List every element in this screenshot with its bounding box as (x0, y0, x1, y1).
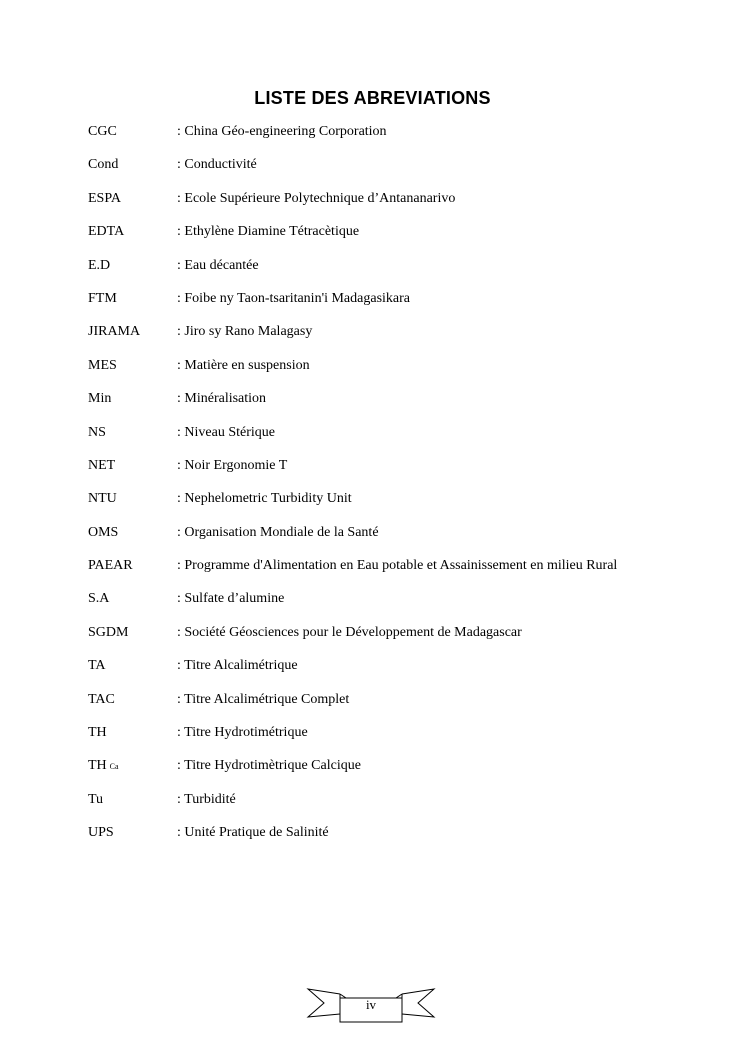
abbreviation-term-text: UPS (88, 825, 114, 841)
abbreviation-term (88, 656, 106, 676)
abbreviation-row (88, 256, 728, 289)
abbreviation-term-text: OMS (88, 524, 119, 540)
abbreviation-term (88, 423, 106, 443)
abbreviation-term (88, 289, 117, 309)
abbreviation-definition: : Unité Pratique de Salinité (177, 825, 329, 841)
abbreviation-definition: : Jiro sy Rano Malagasy (177, 324, 313, 340)
abbreviation-definition: : Foibe ny Taon-tsaritanin'i Madagasikara (177, 290, 411, 306)
page-number: iv (365, 997, 377, 1012)
abbreviation-definition: : Ethylène Diamine Tétracètique (177, 224, 360, 240)
abbreviation-row (88, 456, 728, 489)
abbreviation-term (88, 723, 107, 743)
abbreviation-row (88, 189, 728, 222)
abbreviation-row (88, 489, 728, 522)
abbreviation-row (88, 790, 728, 823)
abbreviation-term-text: TA (88, 658, 106, 674)
abbreviation-term-text: TH (88, 725, 107, 741)
abbreviation-row (88, 356, 728, 389)
abbreviation-term (88, 189, 121, 209)
abbreviation-list (88, 122, 728, 857)
abbreviation-definition: : Eau décantée (177, 257, 259, 273)
abbreviation-row (88, 222, 728, 255)
abbreviation-definition: : Sulfate d’alumine (177, 591, 285, 607)
abbreviation-definition: : Titre Hydrotimétrique (177, 725, 308, 741)
abbreviation-row (88, 155, 728, 188)
abbreviation-term (88, 256, 110, 276)
abbreviation-definition: : Nephelometric Turbidity Unit (177, 491, 352, 507)
abbreviation-definition: : Niveau Stérique (177, 424, 275, 440)
abbreviation-definition: : Programme d'Alimentation en Eau potable et Assainissement en milieu Rural (177, 558, 618, 574)
abbreviation-row (88, 690, 728, 723)
abbreviation-row (88, 823, 728, 856)
abbreviation-term (88, 456, 115, 476)
abbreviation-row (88, 556, 728, 589)
abbreviation-term-text: CGC (88, 124, 117, 139)
abbreviation-row (88, 523, 728, 556)
abbreviation-row (88, 756, 728, 789)
abbreviation-term (88, 556, 133, 576)
abbreviation-term-text: NS (88, 424, 106, 440)
abbreviation-definition: : Titre Hydrotimètrique Calcique (177, 758, 361, 774)
abbreviation-row (88, 289, 728, 322)
abbreviation-row (88, 122, 728, 155)
abbreviation-row (88, 389, 728, 422)
abbreviation-term (88, 823, 114, 843)
abbreviation-term-text: Min (88, 391, 112, 407)
abbreviation-term (88, 523, 118, 543)
abbreviation-definition: : Minéralisation (177, 391, 267, 407)
abbreviation-term-text: NET (88, 457, 116, 473)
abbreviation-term-text: Cond (88, 157, 119, 173)
abbreviation-term-text: NTU (88, 491, 117, 507)
abbreviation-term (88, 623, 128, 643)
abbreviation-row (88, 656, 728, 689)
abbreviation-row (88, 322, 728, 355)
abbreviation-term-text: PAEAR (88, 558, 133, 574)
page-title: LISTE DES ABREVIATIONS (254, 88, 491, 108)
abbreviation-term (88, 155, 118, 175)
abbreviation-term-text: SGDM (88, 624, 129, 640)
abbreviation-row (88, 723, 728, 756)
page-number-banner (306, 986, 436, 1024)
abbreviation-term (88, 756, 119, 777)
abbreviation-term-text: TH (88, 758, 107, 774)
abbreviation-definition: : Conductivité (177, 157, 257, 173)
abbreviation-term-text: FTM (88, 290, 117, 306)
abbreviation-definition: : Organisation Mondiale de la Santé (177, 524, 379, 540)
abbreviation-definition: : Titre Alcalimétrique (177, 658, 298, 674)
abbreviation-definition: : Société Géosciences pour le Développement de Madagascar (177, 624, 522, 640)
abbreviation-term-text: JIRAMA (88, 324, 141, 340)
abbreviation-term (88, 489, 117, 509)
abbreviation-term (88, 790, 103, 810)
abbreviation-term (88, 389, 111, 409)
abbreviation-term-text: MES (88, 357, 117, 373)
abbreviation-row (88, 623, 728, 656)
abbreviation-term-text: ESPA (88, 190, 121, 206)
abbreviation-term-text: TAC (88, 691, 115, 707)
abbreviation-term (88, 356, 117, 376)
abbreviation-term-text: E.D (88, 257, 111, 273)
abbreviation-term (88, 222, 124, 242)
abbreviation-term-text: Tu (88, 791, 104, 807)
abbreviation-definition: : Ecole Supérieure Polytechnique d’Antananarivo (177, 190, 456, 206)
abbreviation-row (88, 589, 728, 622)
abbreviation-term (88, 690, 115, 710)
abbreviation-subscript: Ca (109, 762, 119, 772)
abbreviation-row (88, 423, 728, 456)
abbreviation-term-text: EDTA (88, 224, 125, 240)
abbreviation-definition: : Matière en suspension (177, 357, 310, 373)
abbreviation-term (88, 122, 117, 142)
abbreviation-definition: : Titre Alcalimétrique Complet (177, 691, 350, 707)
abbreviation-term (88, 589, 109, 609)
abbreviation-definition: : China Géo-engineering Corporation (177, 124, 387, 139)
abbreviation-term-text: S.A (88, 591, 110, 607)
abbreviation-definition: : Noir Ergonomie T (177, 457, 288, 473)
abbreviation-definition: : Turbidité (177, 791, 236, 807)
abbreviation-term (88, 322, 140, 342)
